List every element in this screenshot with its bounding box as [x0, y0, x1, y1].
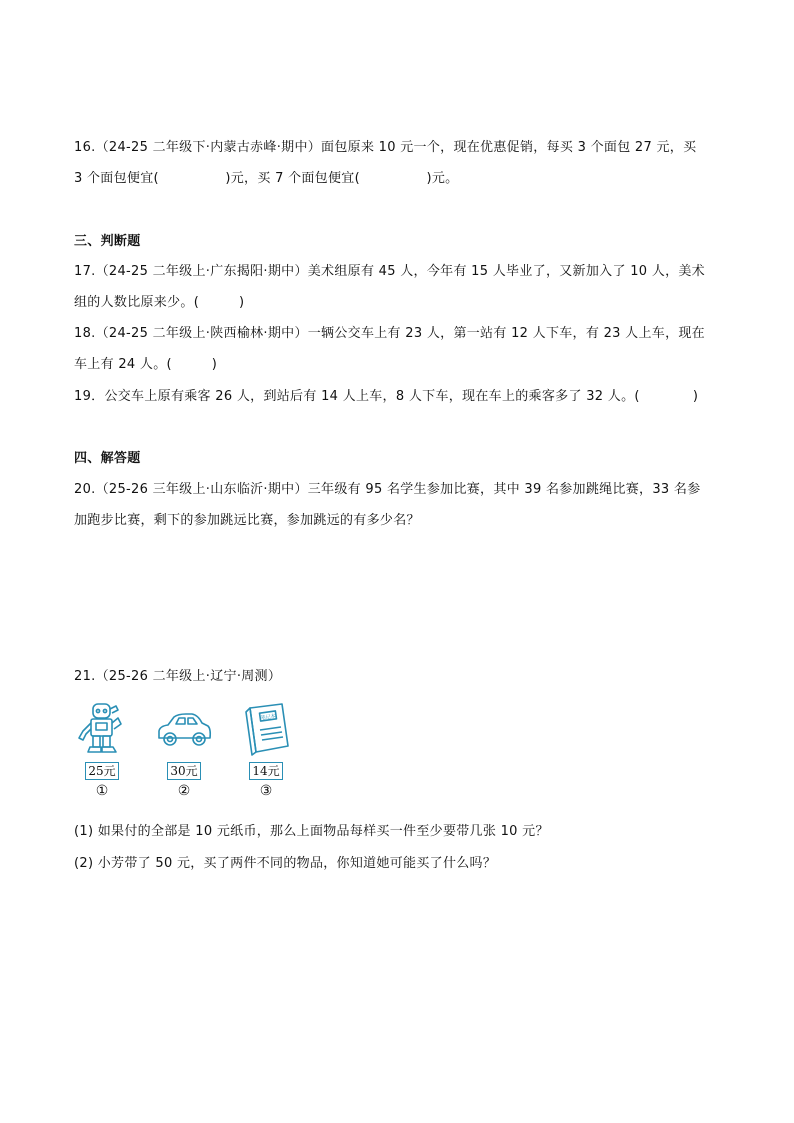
q18-line-1: 18.（24-25 二年级上·陕西榆林·期中）一辆公交车上有 23 人，第一站有 12 人下车，有 23 人上车，现在: [74, 326, 705, 341]
robot-icon: [74, 700, 130, 756]
q20-line-1: 20.（25-26 三年级上·山东临沂·期中）三年级有 95 名学生参加比赛，其中 39 名参加跳绳比赛，33 名参: [74, 482, 701, 497]
q21-header: 21.（25-26 二年级上·辽宁·周测）: [74, 669, 282, 684]
item-notebook: [236, 700, 296, 799]
section-title-judgement: 三、判断题: [74, 234, 141, 249]
item-car: [154, 700, 214, 799]
q17-line-1: 17.（24-25 二年级上·广东揭阳·期中）美术组原有 45 人，今年有 15 人毕业了，又新加入了 10 人，美术: [74, 264, 705, 279]
item-number-1: ①: [95, 783, 109, 799]
item-number-2: ②: [177, 783, 191, 799]
q16-line-2: 3 个面包便宜( )元，买 7 个面包便宜( )元。: [74, 171, 459, 186]
notebook-label: 笔记本: [260, 713, 277, 722]
q17-line-2: 组的人数比原来少。( ): [74, 295, 245, 310]
price-tag-car: 30元: [167, 762, 200, 780]
item-number-3: ③: [259, 783, 273, 799]
q19-line-1: 19．公交车上原有乘客 26 人，到站后有 14 人上车，8 人下车，现在车上的乘客多了 32 人。( ): [74, 389, 699, 404]
car-icon: [156, 700, 212, 756]
q21-sub-question-2: (2) 小芳带了 50 元，买了两件不同的物品，你知道她可能买了什么吗？: [74, 856, 497, 871]
q21-items: [72, 700, 302, 810]
q20-line-2: 加跑步比赛，剩下的参加跳远比赛，参加跳远的有多少名？: [74, 513, 420, 528]
item-robot: [72, 700, 132, 799]
q18-line-2: 车上有 24 人。( ): [74, 357, 218, 372]
section-title-answer: 四、解答题: [74, 451, 141, 466]
notebook-icon: [238, 700, 294, 756]
price-tag-robot: 25元: [85, 762, 118, 780]
q21-sub-question-1: (1) 如果付的全部是 10 元纸币，那么上面物品每样买一件至少要带几张 10 元？: [74, 824, 549, 839]
q16-line-1: 16.（24-25 二年级下·内蒙古赤峰·期中）面包原来 10 元一个，现在优惠促销，每买 3 个面包 27 元，买: [74, 140, 697, 155]
price-tag-notebook: 14元: [249, 762, 282, 780]
